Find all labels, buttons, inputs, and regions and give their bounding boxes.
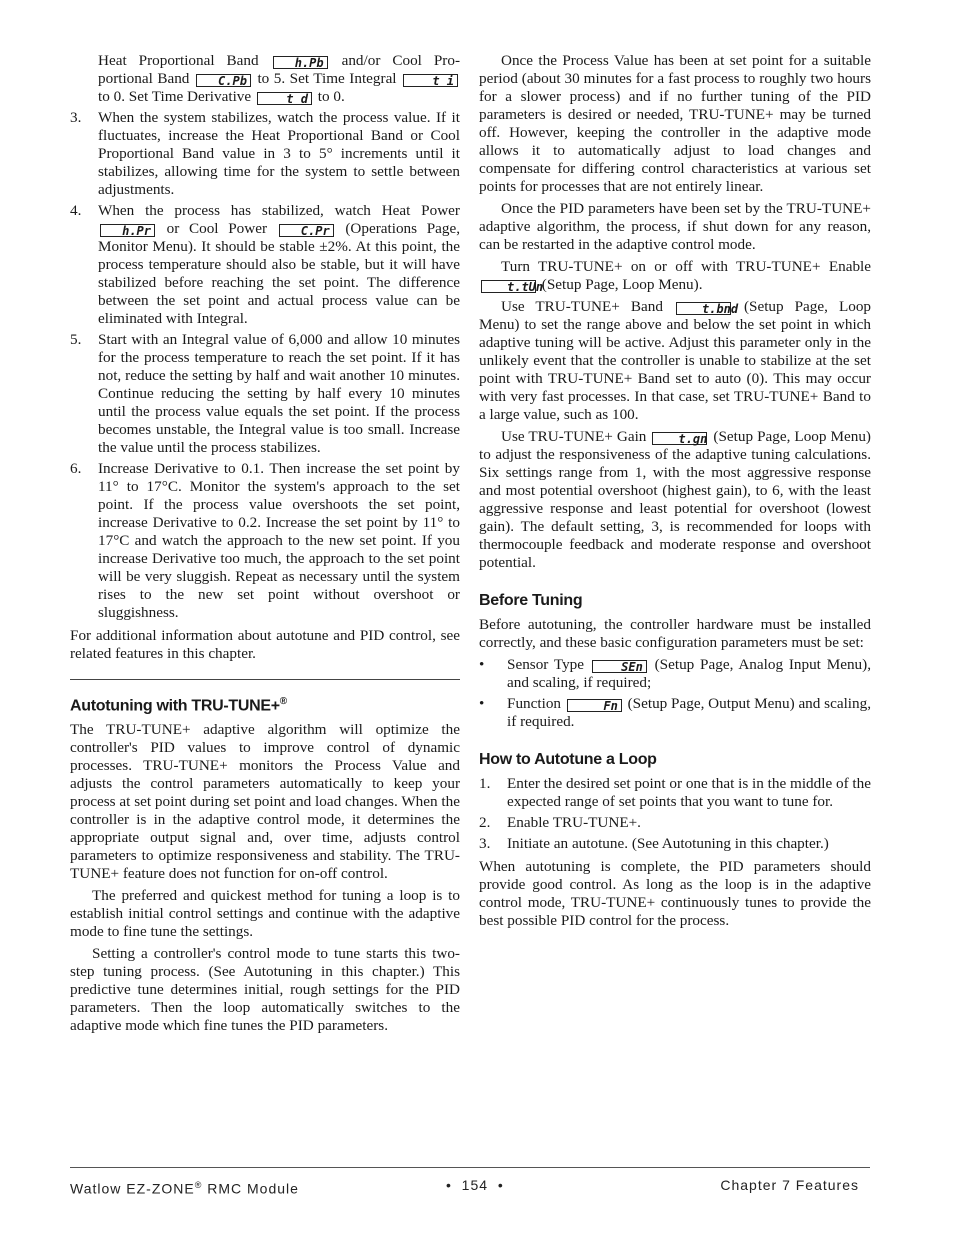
list-item: 6. Increase Derivative to 0.1. Then increase the set point by 11° to 17°C. Monitor the system's approach to the set point. If the process value overshoots the set point, increase Derivative to 0.2. Increase the set point by 11° to 17°C and watch the approach to the new set point. If you increase Derivative too much, the approach to the set point will be very sluggish. Repeat as necessary until the system rises to the new set point without overshoot or sluggishness. [70,460,460,621]
list-item: 2. Enable TRU-TUNE+. [479,814,641,831]
list-item: 3. When the system stabilizes, watch the process value. If it fluctuates, increase the Heat Proportional Band or Cool Proportional Band value in 3 to 5° increments until it stabilizes, allowing time for the system to settle between adjustments. [70,109,460,198]
lcd-heat-prop-band: h.Pb [273,56,328,69]
lcd-tru-tune-band: t.bnd [676,302,731,315]
list-item: • Function Fn (Setup Page, Output Menu) and scaling, if required. [479,695,871,730]
list-item: 4. When the process has stabilized, watch Heat Power h.Pr or Cool Power C.Pr (Operations Page, Monitor Menu). It should be stable ±2%. At this point, the process temperature should also be stable, but it will have stabilized before reaching the set point. The difference between the set point and actual process value can be eliminated with Integral. [70,202,461,327]
lcd-tru-tune-gain: t.gn [652,432,707,445]
lcd-cool-power: C.Pr [279,224,334,237]
enable-paragraph: Turn TRU-TUNE+ on or off with TRU-TUNE+ Enable t.tUn (Setup Page, Loop Menu). [479,258,871,294]
autotuning-heading: Autotuning with TRU-TUNE+® [70,696,287,715]
before-tuning-paragraph: Before autotuning, the controller hardware must be installed correctly, and these basic configuration parameters must be set: [479,616,871,651]
lcd-cool-prop-band: C.Pb [196,74,251,87]
lcd-sensor-type: SEn [592,660,647,673]
section-divider [70,679,460,680]
footer-chapter: Chapter 7 Features [720,1177,859,1193]
completion-paragraph: When autotuning is complete, the PID parameters should provide good control. As long as the loop is in the adaptive control mode, TRU-TUNE+ continuously tunes to provide the best possible PID control for the process. [479,858,871,929]
list-item: 1. Enter the desired set point or one that is in the middle of the expected range of set points that you want to tune for. [479,775,871,810]
lcd-time-integral: t i [403,74,458,87]
lcd-heat-power: h.Pr [100,224,155,237]
list-item: 5. Start with an Integral value of 6,000 and allow 10 minutes for the process temperature to reach the set point. If it has not, reduce the setting by half and wait another 10 minutes. Continue reducing the setting by half every 10 minutes until the process value equals the set point. If the process becomes unstable, the Integral value is too small. Increase the value until the process stabilizes. [70,331,460,456]
step2-continuation: Heat Proportional Band h.Pb and/or Cool Pro-portional Band C.Pb to 5. Set Time Integral t i to 0. Set Time Derivative t d to 0. [98,52,461,106]
how-to-autotune-heading: How to Autotune a Loop [479,751,657,768]
list-item: 3. Initiate an autotune. (See Autotuning in this chapter.) [479,835,829,852]
tune-off-paragraph: Once the Process Value has been at set point for a suitable period (about 30 minutes for a fast process to roughly two hours for a slower process) and if no further tuning of the PID parameters is desired or needed, TRU-TUNE+ may be turned off. However, keeping the controller in the adaptive mode allows it to automatically adjust to load changes and compensate for differing control characteristics at various set points for processes that are not entirely linear. [479,52,871,195]
autotune-steps-list [479,775,871,853]
autotuning-paragraph-1: The TRU-TUNE+ adaptive algorithm will optimize the controller's PID values to improve control of dynamic processes. TRU-TUNE+ monitors the Process Value and adjusts the control parameters automatically to keep your process at set point during set point and load changes. When the controller is in the adaptive control mode, it determines the appropriate output signal and, over time, adjusts control parameters to optimize responsiveness and stability. The TRU-TUNE+ feature does not function for on-off control. [70,721,460,883]
autotuning-paragraph-2: The preferred and quickest method for tuning a loop is to establish initial control settings and continue with the adaptive mode to fine tune the settings. [70,887,460,941]
gain-paragraph: Use TRU-TUNE+ Gain t.gn (Setup Page, Loop Menu) to adjust the responsiveness of the adaptive tuning calculations. Six settings range from 1, with the most aggressive response and most potential overshoot (highest gain), to 6, with the least aggressive response and least potential for overshoot (lowest gain). The default setting, 3, is recommended for loops with thermocouple feedback and moderate response and overshoot potential. [479,428,871,571]
tuning-steps-list [70,109,460,622]
autotuning-paragraph-3: Setting a controller's control mode to tune starts this two-step tuning process. (See Autotuning in this chapter.) This predictive tune determines initial, rough settings for the PID parameters. Then the loop automatically switches to the adaptive mode which fine tunes the PID parameters. [70,945,460,1035]
additional-info: For additional information about autotune and PID control, see related features in this chapter. [70,627,460,662]
left-column [70,52,460,1035]
band-paragraph: Use TRU-TUNE+ Band t.bnd (Setup Page, Loop Menu) to set the range above and below the set point in which adaptive tuning will be active. Adjust this parameter only in the unlikely event that the controller is unable to stabilize at the set point with TRU-TUNE+ Band set to auto (0). This may occur with very fast processes. In that case, set TRU-TUNE+ Band to a large value, such as 100. [479,298,872,423]
restart-paragraph: Once the PID parameters have been set by the TRU-TUNE+ adaptive algorithm, the process, if shut down for any reason, can be restarted in the adaptive control mode. [479,200,871,253]
lcd-function: Fn [567,699,622,712]
right-column [479,52,871,930]
page-number: • 154 • [446,1177,504,1193]
footer-rule [70,1167,870,1168]
lcd-tru-tune-enable: t.tUn [481,280,536,293]
before-tuning-heading: Before Tuning [479,592,583,609]
list-item: • Sensor Type SEn (Setup Page, Analog Input Menu), and scaling, if required; [479,656,871,691]
config-parameter-list [479,656,871,731]
footer-product: Watlow EZ-ZONE® RMC Module [70,1180,299,1197]
lcd-time-derivative: t d [257,92,312,105]
